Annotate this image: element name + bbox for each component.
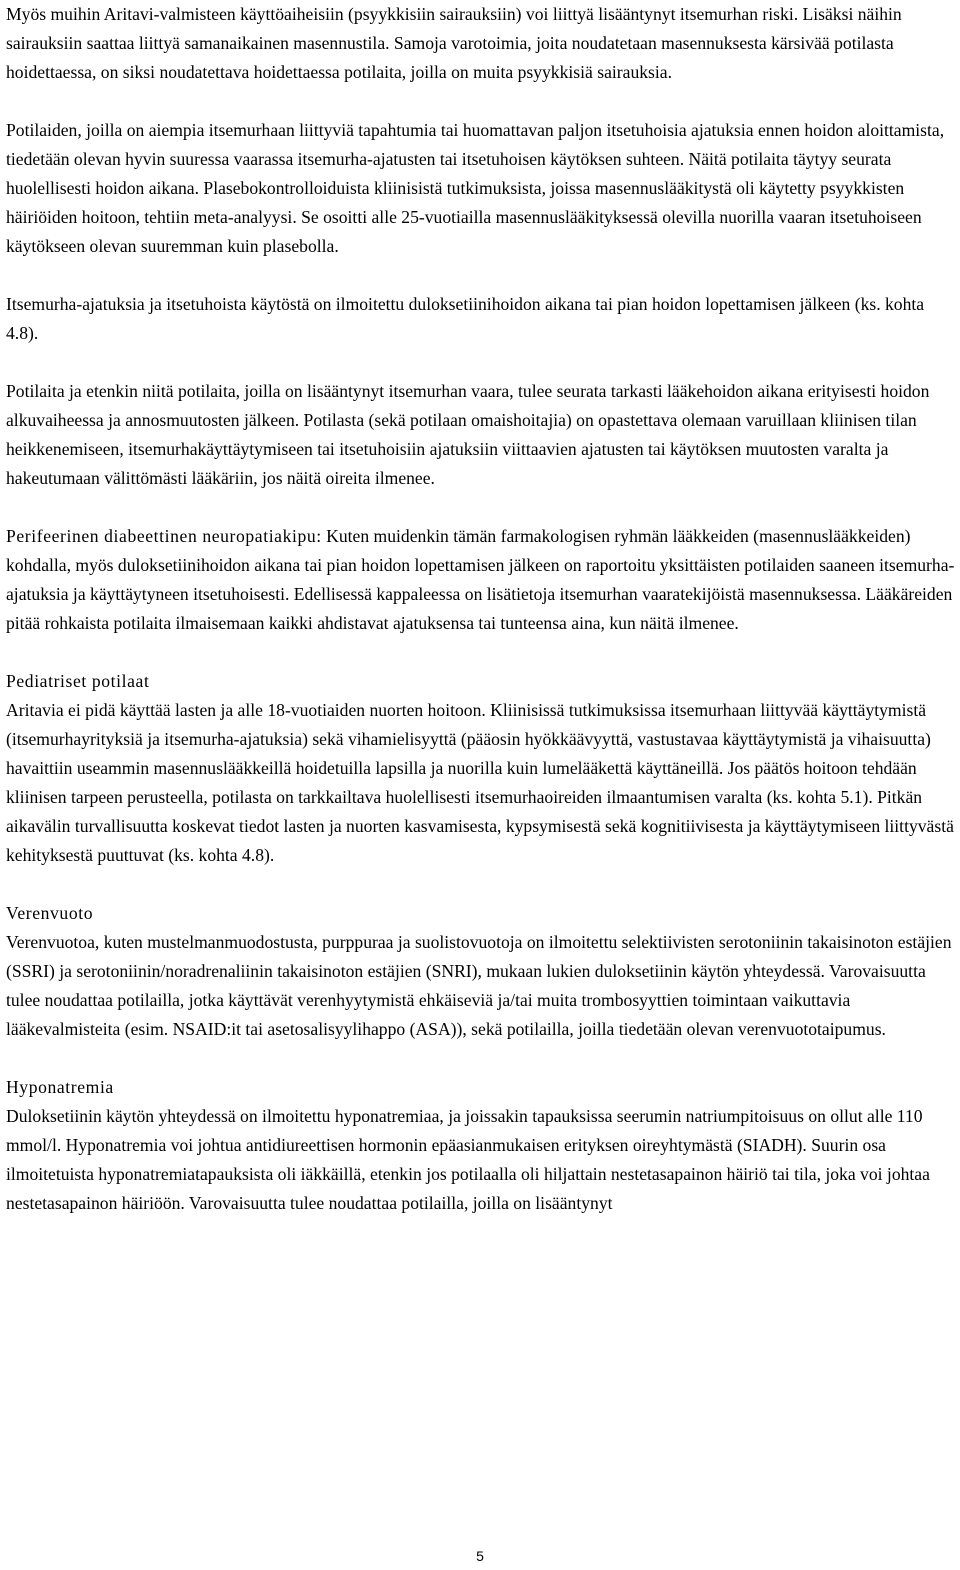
bleeding-text: Verenvuotoa, kuten mustelmanmuodostusta, purppuraa ja suolistovuotoja on ilmoitettu selektiivisten serotoniinin takaisinoton estäjien (SSRI) ja serotoniinin/noradrenaliinin takaisinoton estäjien (SNRI), mukaan lukien duloksetiinin käytön yhteydessä. Varovaisuutta tulee noudattaa potilailla, jotka käyttävät verenhyytymistä ehkäiseviä ja/tai muita trombosyyttien toimintaan vaikuttavia lääkevalmisteita (esim. NSAID:it tai asetosalisyylihappo (ASA)), sekä potilailla, joilla tiedetään olevan verenvuototaipumus. <box>6 932 952 1039</box>
neuropathic-pain-text: Kuten muidenkin tämän farmakologisen ryhmän lääkkeiden (masennuslääkkeiden) kohdalla, myös duloksetiinihoidon aikana tai pian hoidon lopettamisen jälkeen on raportoitu yksittäisten potilaiden saaneen itsemurha-ajatuksia ja käyttäytyneen itsetuhoisesti. Edellisessä kappaleessa on lisätietoja itsemurhan vaaratekijöistä masennuksessa. Lääkäreiden pitää rohkaista potilaita ilmaisemaan kaikki ahdistavat ajatuksensa tai tunteensa aina, kun näitä ilmenee. <box>6 526 955 633</box>
bleeding-heading: Verenvuoto <box>6 903 94 923</box>
section-neuropathic-pain <box>6 522 956 638</box>
pediatric-text: Aritavia ei pidä käyttää lasten ja alle 18-vuotiaiden nuorten hoitoon. Kliinisissä tutkimuksissa itsemurhaan liittyvää käyttäytymistä (itsemurhayrityksiä ja itsemurha-ajatuksia) sekä vihamielisyyttä (pääosin hyökkäävyyttä, vastustavaa käyttäytymistä ja vihaisuutta) havaittiin useammin masennuslääkkeillä hoidetuilla lapsilla ja nuorilla kuin lumelääkettä käyttäneillä. Jos päätös hoitoon tehdään kliinisen tarpeen perusteella, potilasta on tarkkailtava huolellisesti itsemurhaoireiden ilmaantumisen varalta (ks. kohta 5.1). Pitkän aikavälin turvallisuutta koskevat tiedot lasten ja nuorten kasvamisesta, kypsymisestä sekä kognitiivisesta ja käyttäytymiseen liittyvästä kehityksestä puuttuvat (ks. kohta 4.8). <box>6 700 954 865</box>
section-pediatric <box>6 667 956 870</box>
section-bleeding <box>6 899 956 1044</box>
hyponatremia-heading: Hyponatremia <box>6 1077 114 1097</box>
neuropathic-pain-heading: Perifeerinen diabeettinen neuropatiakipu: <box>6 526 322 546</box>
page-number: 5 <box>476 1548 484 1564</box>
paragraph-monitoring: Potilaita ja etenkin niitä potilaita, joilla on lisääntynyt itsemurhan vaara, tulee seurata tarkasti lääkehoidon aikana erityisesti hoidon alkuvaiheessa ja annosmuutosten jälkeen. Potilasta (sekä potilaan omaishoitajia) on opastettava olemaan varuillaan kliinisen tilan heikkenemiseen, itsemurhakäyttäytymiseen tai itsetuhoisiin ajatuksiin viittaavien ajatusten tai käytöksen muutosten varalta ja hakeutumaan välittömästi lääkäriin, jos näitä oireita ilmenee. <box>6 381 930 488</box>
document-page <box>6 0 956 1218</box>
pediatric-heading: Pediatriset potilaat <box>6 671 150 691</box>
paragraph-suicidal-thoughts-reported: Itsemurha-ajatuksia ja itsetuhoista käytöstä on ilmoitettu duloksetiinihoidon aikana tai pian hoidon lopettamisen jälkeen (ks. kohta 4.8). <box>6 294 925 343</box>
paragraph-suicidal-history: Potilaiden, joilla on aiempia itsemurhaan liittyviä tapahtumia tai huomattavan paljon itsetuhoisia ajatuksia ennen hoidon aloittamista, tiedetään olevan hyvin suuressa vaarassa itsemurha-ajatusten tai itsetuhoisen käytöksen suhteen. Näitä potilaita täytyy seurata huolellisesti hoidon aikana. Plasebokontrolloiduista kliinisistä tutkimuksista, joissa masennuslääkitystä oli käytetty psyykkisten häiriöiden hoitoon, tehtiin meta-analyysi. Se osoitti alle 25-vuotiailla masennuslääkityksessä olevilla nuorilla vaaran itsetuhoiseen käytökseen olevan suuremman kuin plasebolla. <box>6 120 945 256</box>
paragraph-psychiatric-disorders: Myös muihin Aritavi-valmisteen käyttöaiheisiin (psyykkisiin sairauksiin) voi liittyä lisääntynyt itsemurhan riski. Lisäksi näihin sairauksiin saattaa liittyä samanaikainen masennustila. Samoja varotoimia, joita noudatetaan masennuksesta kärsivää potilasta hoidettaessa, on siksi noudatettava hoidettaessa potilaita, joilla on muita psyykkisiä sairauksia. <box>6 4 902 82</box>
section-hyponatremia <box>6 1073 956 1218</box>
hyponatremia-text: Duloksetiinin käytön yhteydessä on ilmoitettu hyponatremiaa, ja joissakin tapauksissa seerumin natriumpitoisuus on ollut alle 110 mmol/l. Hyponatremia voi johtua antidiureettisen hormonin epäasianmukaisen erityksen oireyhtymästä (SIADH). Suurin osa ilmoitetuista hyponatremiatapauksista oli iäkkäillä, etenkin jos potilaalla oli hiljattain nestetasapainon häiriö tai tila, joka voi johtaa nestetasapainon häiriöön. Varovaisuutta tulee noudattaa potilailla, joilla on lisääntynyt <box>6 1106 930 1213</box>
